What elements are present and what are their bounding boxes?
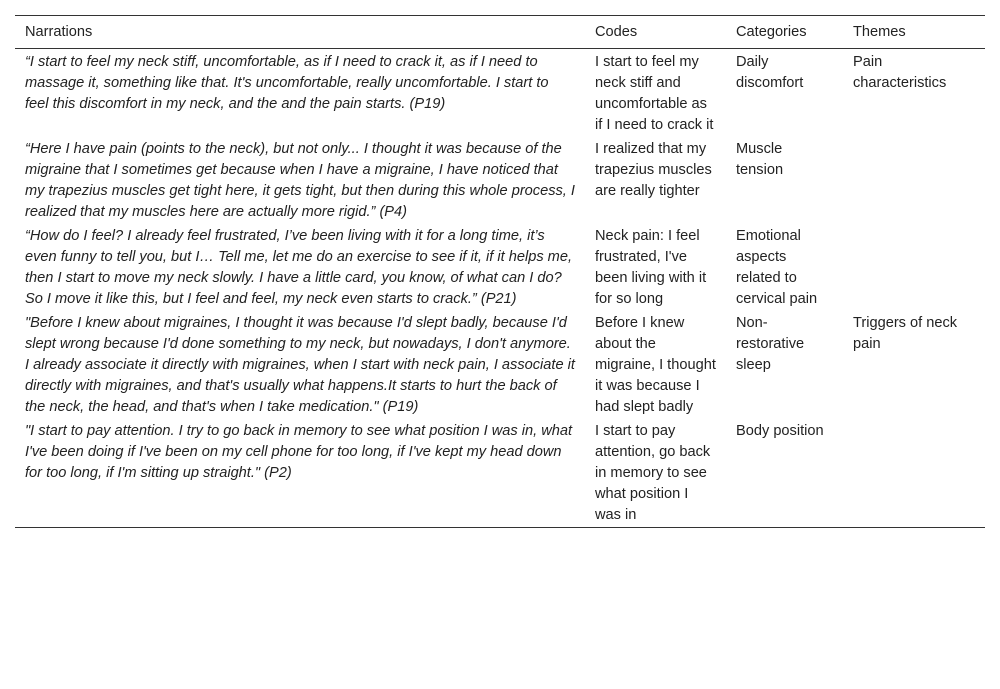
narration-cell: “I start to feel my neck stiff, uncomfortable, as if I need to crack it, as if I need to massage it, something like that. It's uncomfortable, really uncomfortable. I start to feel this discomfort in my neck, and the and the pain starts. (P19) [25,54,549,112]
header-themes: Themes [853,24,906,40]
qualitative-table-container [15,15,985,528]
theme-cell [843,224,985,311]
category-cell: Emotional aspects related to cervical pain [736,228,818,307]
table-row [15,49,985,138]
theme-cell: Pain characteristics [853,54,947,91]
header-narrations: Narrations [25,24,93,40]
narration-cell: "Before I knew about migraines, I thought it was because I'd slept badly, because I'd slept wrong because I'd done something to my neck, but nowadays, I don't anymore. I already associate it directly with migraines, when I start with neck pain, I associate it directly with migraines, and that's usually what happens.It starts to hurt the back of the neck, the head, and that's when I take medication." (P19) [25,315,575,415]
table-body [15,49,985,528]
category-cell: Daily discomfort [736,54,804,91]
code-cell: I realized that my trapezius muscles are really tighter [595,141,712,199]
header-row [15,16,985,49]
category-cell: Non-restorative sleep [736,315,805,373]
table-header [15,16,985,49]
code-cell: I start to feel my neck stiff and uncomfortable as if I need to crack it [595,54,714,133]
table-row [15,224,985,311]
code-cell: I start to pay attention, go back in memory to see what position I was in [595,423,711,523]
header-categories: Categories [736,24,807,40]
category-cell: Body position [736,423,824,439]
narration-cell: "I start to pay attention. I try to go back in memory to see what position I was in, what I've been doing if I've been on my cell phone for too long, if I've kept my head down for too long, if I'm sitting up straight." (P2) [25,423,573,481]
narration-cell: “How do I feel? I already feel frustrated, I’ve been living with it for a long time, it’s even funny to tell you, but I… Tell me, let me do an exercise to see if it, if it helps me, then I start to move my neck slowly. I have a little card, you know, of what can I do? So I move it like this, but I feel and feel, my neck even starts to crack.” (P21) [25,228,572,307]
table-row [15,419,985,528]
table-row [15,137,985,224]
theme-cell [843,419,985,528]
header-codes: Codes [595,24,638,40]
code-cell: Before I knew about the migraine, I thought it was because I had slept badly [595,315,716,415]
code-cell: Neck pain: I feel frustrated, I've been living with it for so long [595,228,707,307]
narration-cell: “Here I have pain (points to the neck), but not only... I thought it was because of the migraine that I sometimes get because when I have a migraine, I have noticed that my trapezius muscles get tight here, it gets tight, but then during this whole process, I realized that my muscles here are actually more rigid.” (P4) [25,141,575,220]
qualitative-analysis-table [15,15,985,528]
theme-cell: Triggers of neck pain [853,315,958,352]
table-row [15,311,985,419]
category-cell: Muscle tension [736,141,784,178]
theme-cell [843,137,985,224]
